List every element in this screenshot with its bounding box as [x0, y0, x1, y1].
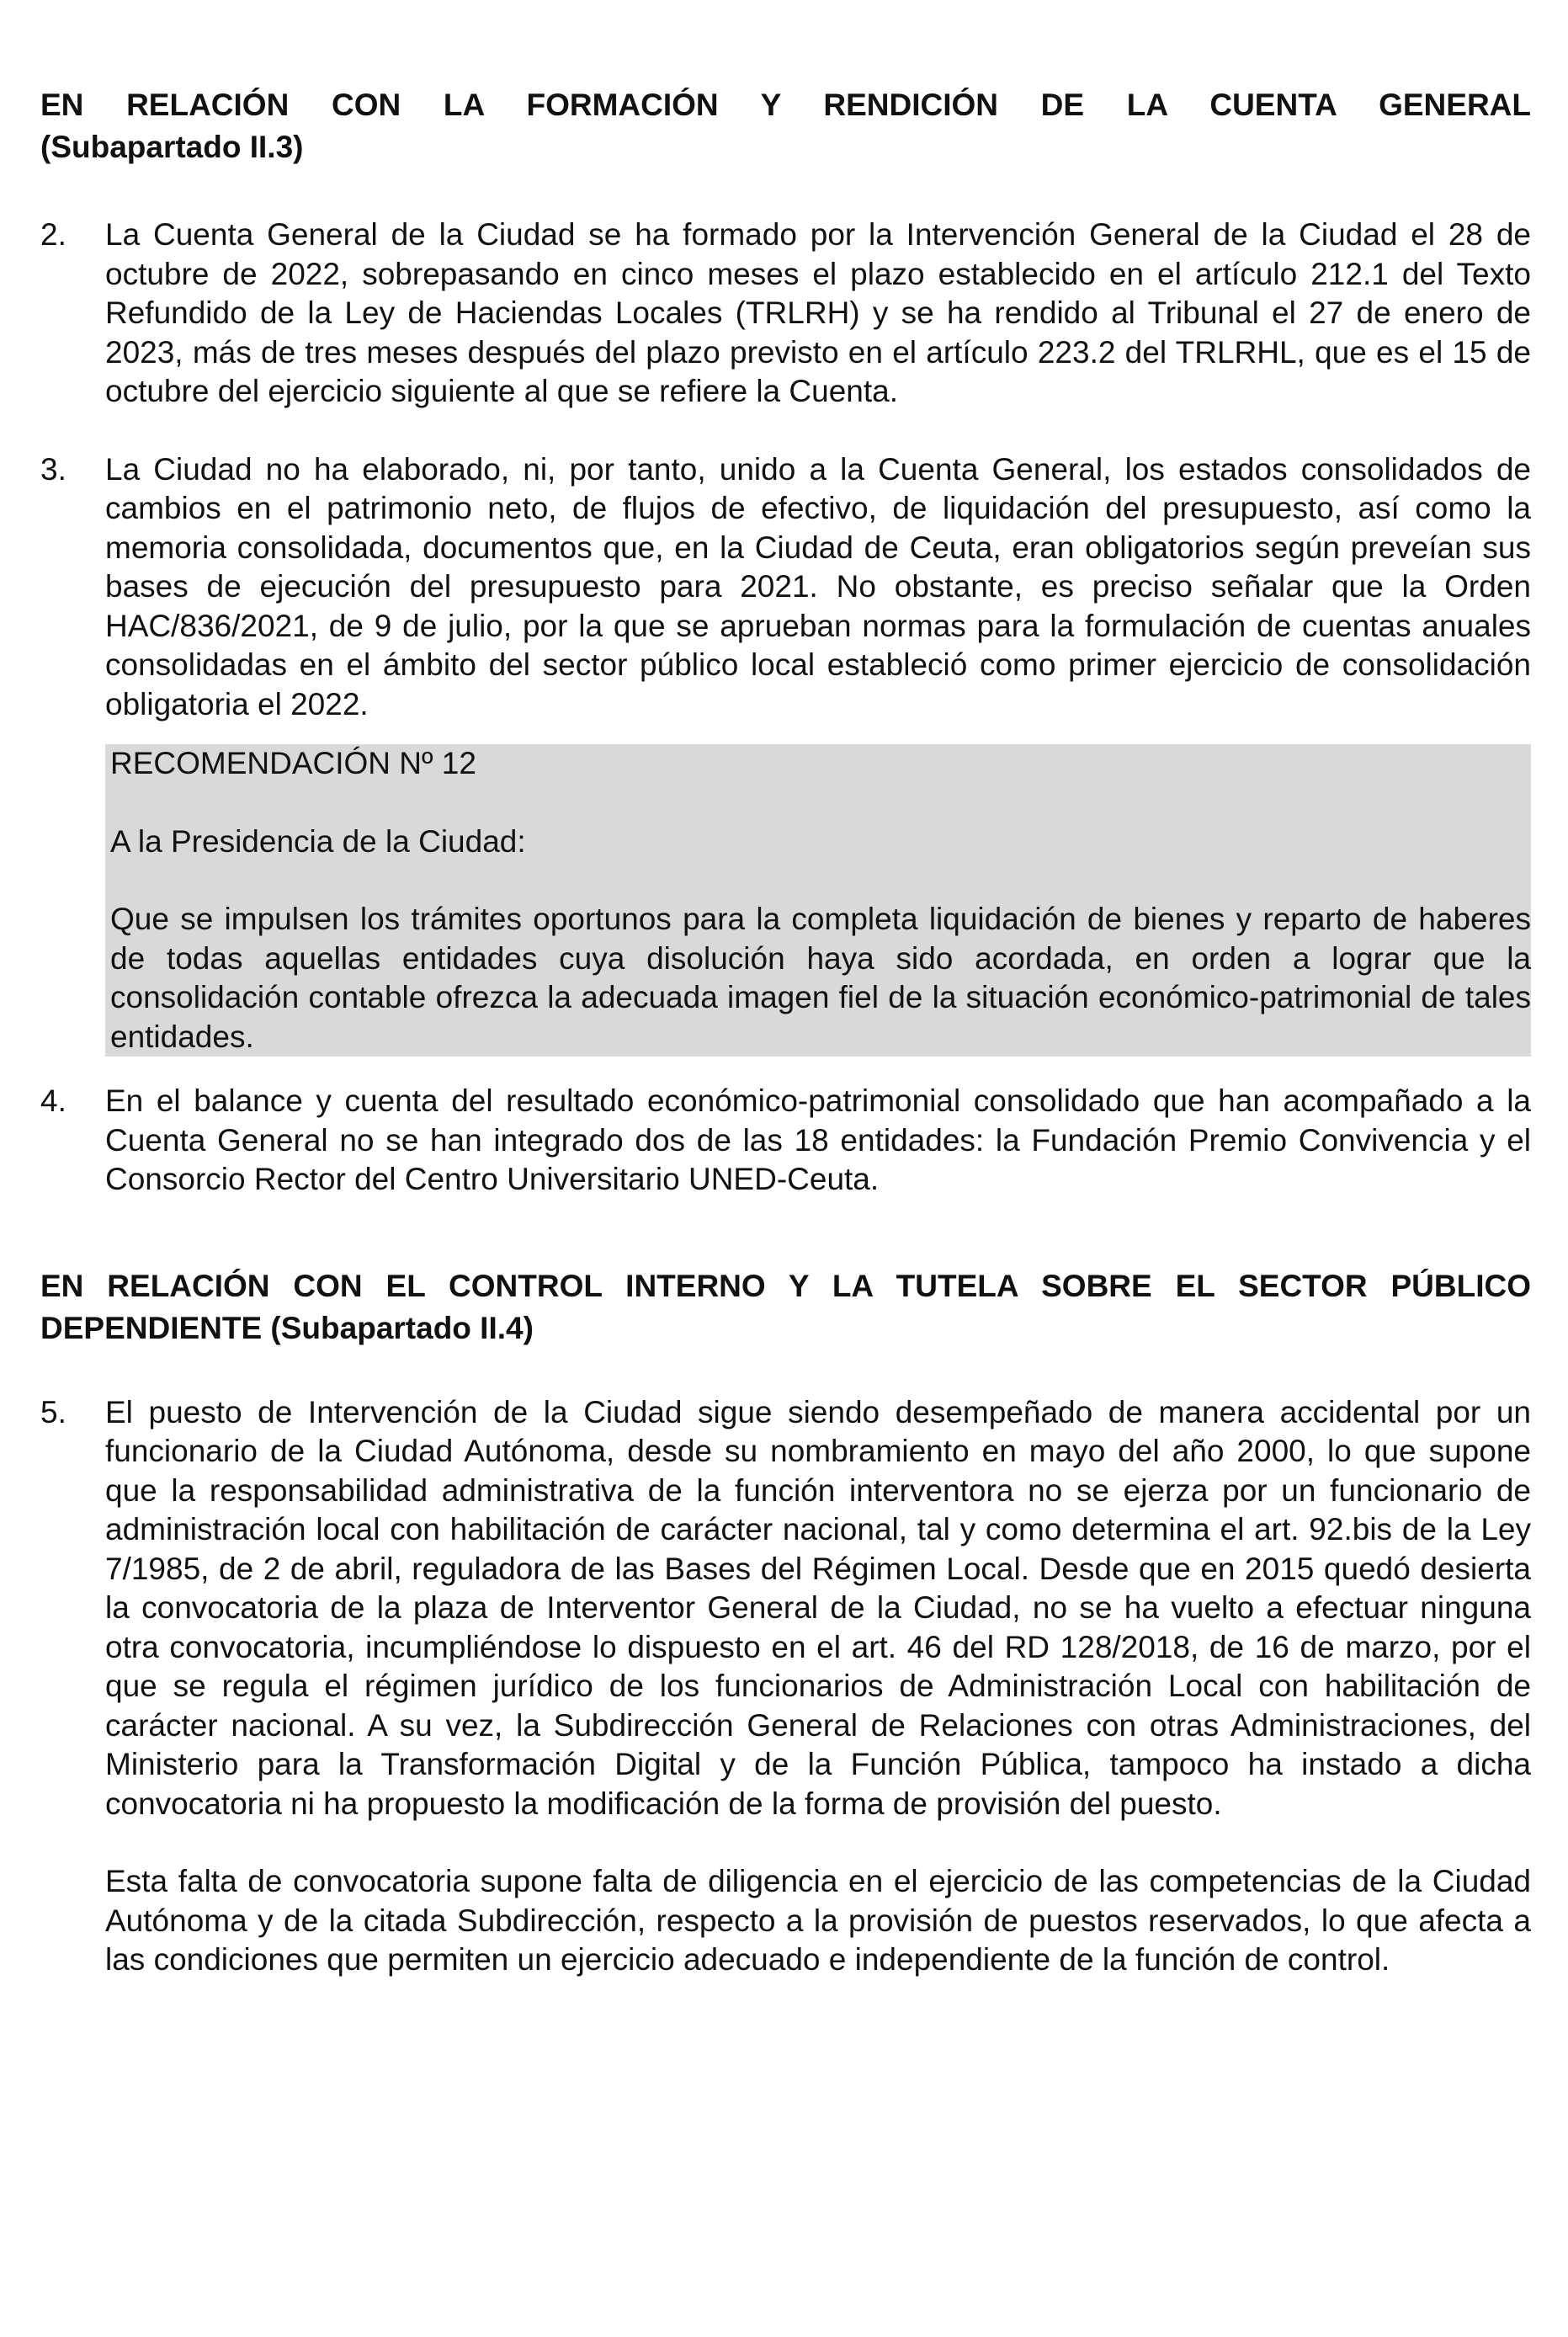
recommendation-addressee: A la Presidencia de la Ciudad:: [110, 823, 526, 859]
finding-item-3: [40, 450, 1531, 725]
section-heading-control-interno: [40, 1265, 1531, 1349]
section-heading-line: EN RELACIÓN CON LA FORMACIÓN Y RENDICIÓN DE LA CUENTA GENERAL: [40, 88, 1531, 122]
finding-number: 2.: [40, 217, 66, 252]
finding-paragraph: El puesto de Intervención de la Ciudad sigue siendo desempeñado de manera accidental por un funcionario de la Ciudad Autónoma, desde su nombramiento en mayo del año 2000, lo que supone que la responsabilidad administrativa de la función interventora no se ejerza por un funcionario de administración local con habilitación de carácter nacional, tal y como determina el art. 92.bis de la Ley 7/1985, de 2 de abril, reguladora de las Bases del Régimen Local. Desde que en 2015 quedó desierta la convocatoria de la plaza de Interventor General de la Ciudad, no se ha vuelto a efectuar ninguna otra convocatoria, incumpliéndose lo dispuesto en el art. 46 del RD 128/2018, de 16 de marzo, por el que se regula el régimen jurídico de los funcionarios de Administración Local con habilitación de carácter nacional. A su vez, la Subdirección General de Relaciones con otras Administraciones, del Ministerio para la Transformación Digital y de la Función Pública, tampoco ha instado a dicha convocatoria ni ha propuesto la modificación de la forma de provisión del puesto.: [105, 1394, 1531, 1821]
finding-item-5: [40, 1393, 1531, 1980]
finding-paragraph: La Ciudad no ha elaborado, ni, por tanto, unido a la Cuenta General, los estados consolidados de cambios en el patrimonio neto, de flujos de efectivo, de liquidación del presupuesto, así como la memoria consolidada, documentos que, en la Ciudad de Ceuta, eran obligatorios según preveían sus bases de ejecución del presupuesto para 2021. No obstante, es preciso señalar que la Orden HAC/836/2021, de 9 de julio, por la que se aprueban normas para la formulación de cuentas anuales consolidadas en el ámbito del sector público local estableció como primer ejercicio de consolidación obligatoria el 2022.: [105, 451, 1531, 721]
finding-number: 3.: [40, 451, 66, 487]
recommendation-text: Que se impulsen los trámites oportunos para la completa liquidación de bienes y reparto de haberes de todas aquellas entidades cuya disolución haya sido acordada, en orden a lograr que la consolidación contable ofrezca la adecuada imagen fiel de la situación económico-patrimonial de tales entidades.: [110, 902, 1531, 1054]
finding-number: 5.: [40, 1394, 66, 1429]
recommendation-title: RECOMENDACIÓN Nº 12: [110, 746, 476, 780]
finding-paragraph: La Cuenta General de la Ciudad se ha formado por la Intervención General de la Ciudad el 28 de octubre de 2022, sobrepasando en cinco meses el plazo establecido en el artículo 212.1 del Texto Refundido de la Ley de Haciendas Locales (TRLRH) y se ha rendido al Tribunal el 27 de enero de 2023, más de tres meses después del plazo previsto en el artículo 223.2 del TRLRHL, que es el 15 de octubre del ejercicio siguiente al que se refiere la Cuenta.: [105, 217, 1531, 408]
section-heading-line: DEPENDIENTE (Subapartado II.4): [40, 1310, 534, 1345]
section-heading-line: EN RELACIÓN CON EL CONTROL INTERNO Y LA TUTELA SOBRE EL SECTOR PÚBLICO: [40, 1268, 1531, 1303]
recommendation-box: [105, 744, 1531, 1057]
section-heading-line: (Subapartado II.3): [40, 130, 304, 164]
finding-paragraph: Esta falta de convocatoria supone falta de diligencia en el ejercicio de las competencias de la Ciudad Autónoma y de la citada Subdirección, respecto a la provisión de puestos reservados, lo que afecta a las condiciones que permiten un ejercicio adecuado e independiente de la función de control.: [105, 1864, 1531, 1977]
finding-item-4: [40, 1082, 1531, 1200]
finding-item-2: [40, 216, 1531, 412]
finding-paragraph: En el balance y cuenta del resultado económico-patrimonial consolidado que han acompañado a la Cuenta General no se han integrado dos de las 18 entidades: la Fundación Premio Convivencia y el Consorcio Rector del Centro Universitario UNED-Ceuta.: [105, 1083, 1531, 1196]
section-heading-cuenta-general: [40, 84, 1531, 168]
finding-number: 4.: [40, 1083, 66, 1118]
